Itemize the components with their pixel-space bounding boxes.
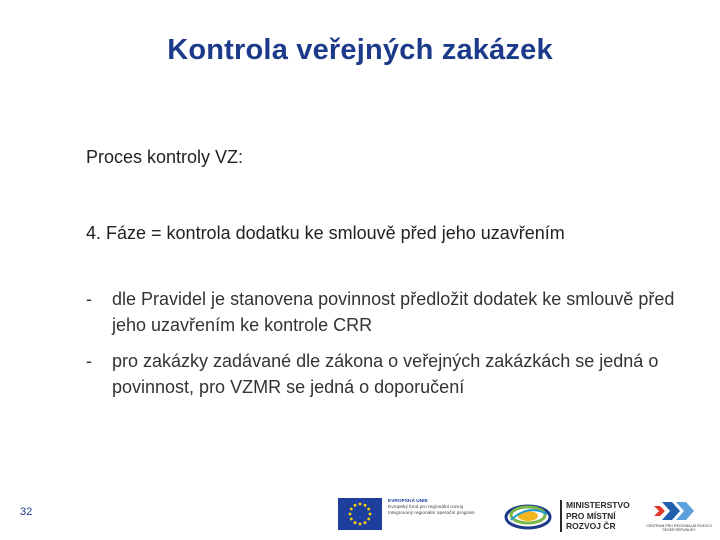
ministry-logo-text: MINISTERSTVO PRO MÍSTNÍ ROZVOJ ČR [560, 500, 640, 532]
bullet-text: dle Pravidel je stanovena povinnost předložit dodatek ke smlouvě před jeho uzavřením ke kontrole CRR [112, 289, 675, 335]
crr-arrows-logo [642, 498, 716, 524]
slide-title: Kontrola veřejných zakázek [167, 34, 553, 66]
eu-caption [388, 499, 496, 518]
bullet-dash: - [86, 289, 92, 309]
crr-caption: CENTRUM PRO REGIONÁLNÍ ROZVOJ ČESKÉ REPUBLIKY [646, 524, 712, 533]
page-number: 32 [20, 506, 33, 518]
bullet-item [86, 348, 686, 400]
eu-heading: EVROPSKÁ UNIE [388, 499, 428, 504]
bullet-text: pro zakázky zadávané dle zákona o veřejných zakázkách se jedná o povinnost, pro VZMR se jedná o doporučení [112, 351, 659, 397]
eu-flag-icon [338, 498, 382, 530]
bullet-dash: - [86, 351, 92, 371]
eu-motto: Integrovaný regionální operační program [388, 511, 475, 517]
phase-heading: 4. Fáze = kontrola dodatku ke smlouvě před jeho uzavřením [86, 223, 565, 243]
eu-logo-block [338, 496, 496, 534]
eu-fund: Evropský fond pro regionální rozvoj [388, 505, 464, 511]
bullet-item [86, 286, 686, 338]
crr-logo-block [642, 498, 716, 538]
irop-swirl-logo [503, 500, 553, 532]
intro-text: Proces kontroly VZ: [86, 147, 244, 167]
